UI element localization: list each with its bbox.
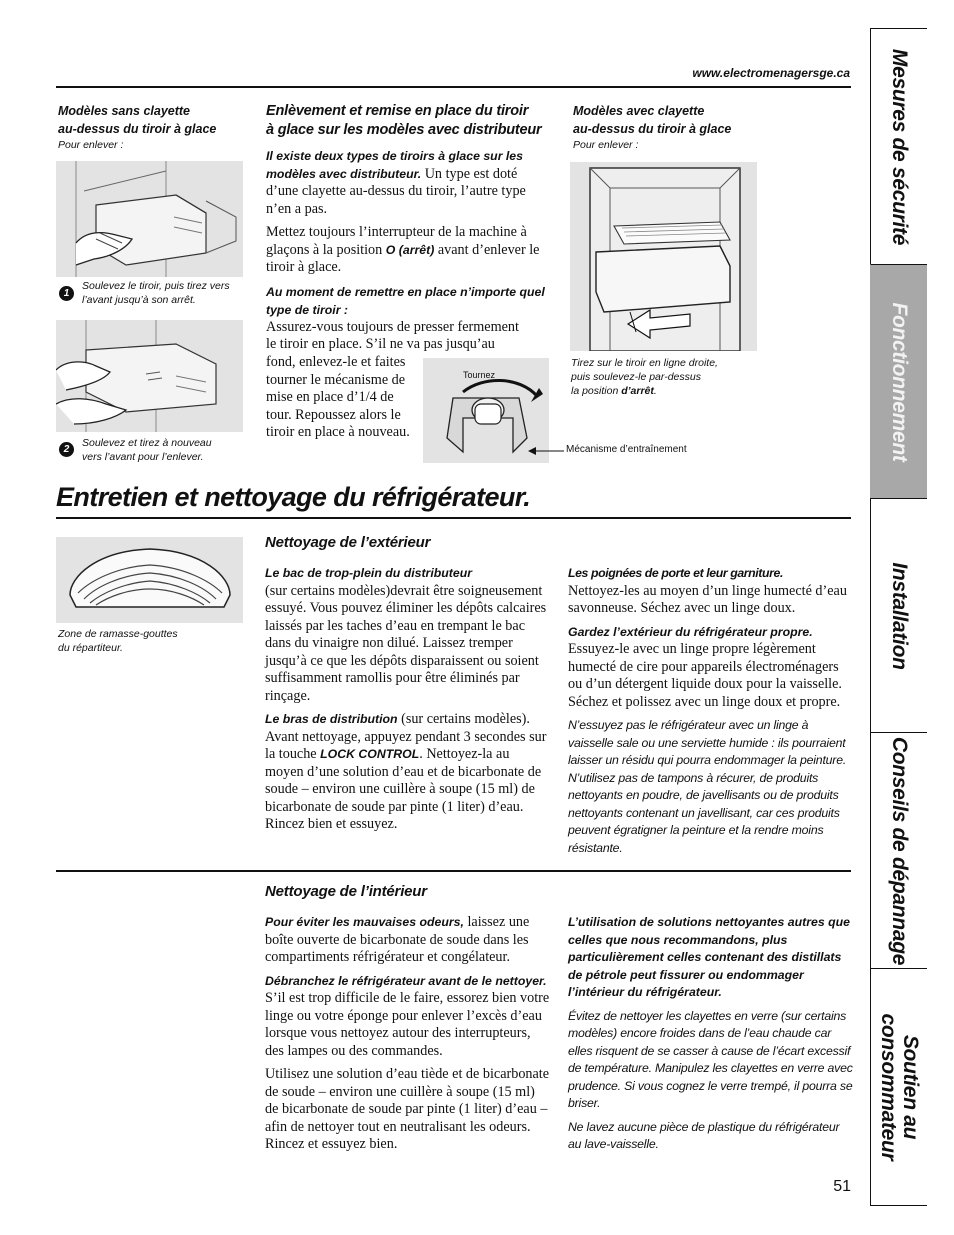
caption-text: la position: [571, 385, 622, 397]
left-heading: [58, 102, 216, 138]
caption-emphasis: d’arrêt: [621, 385, 654, 397]
paragraph-text: S’il est trop difficile de le faire, essorez bien votre linge ou votre éponge pour enlever l’excès d’eau lorsque vous nettoyez autour des interrupteurs, des lampes ou des commandes.: [265, 990, 550, 1059]
heading-line: Modèles sans clayette: [58, 104, 191, 118]
caption-line: Zone de ramasse-gouttes: [58, 628, 178, 640]
exterieur-heading: Gardez l’extérieur du réfrigérateur propre.: [568, 624, 813, 639]
tab-label: Fonctionnement: [888, 302, 911, 462]
tab-fonctionnement[interactable]: [870, 264, 927, 499]
bac-heading: Le bac de trop-plein du distributeur: [265, 566, 473, 580]
exterior-col-right: [568, 565, 853, 857]
drip-tray-caption: [58, 627, 178, 655]
tab-label: Mesures de sécurité: [888, 48, 911, 246]
step-2-caption: [82, 436, 212, 464]
drawer-lift-illustration: [56, 161, 243, 277]
heading-line: à glace sur les modèles avec distributeur: [266, 122, 542, 138]
solutions-warning: L’utilisation de solutions nettoyantes autres que celles que nous recommandons, plus particulièrement celles contenant des distillats de pétrole peut fissurer ou endommager l’intérieur du réfrigérateur.: [568, 915, 850, 999]
middle-p3-heading: Au moment de remettre en place n’importe quel type de tiroir :: [266, 285, 545, 317]
left-subheading: Pour enlever :: [58, 139, 124, 151]
lock-control-label: LOCK CONTROL: [320, 747, 420, 761]
paragraph-text: laissez une boîte ouverte de bicarbonate de soude dans les compartiments réfrigérateur et congélateur.: [265, 914, 530, 965]
right-subheading: Pour enlever :: [573, 139, 639, 151]
drip-tray-illustration: [56, 537, 243, 623]
step-1-caption: [82, 279, 230, 307]
caption-line: puis soulevez-le par-dessus: [571, 371, 701, 383]
emphasis: Débranchez le réfrigérateur avant de le nettoyer.: [265, 973, 547, 988]
debranchez-paragraph: [265, 973, 550, 1061]
heading-line: au-dessus du tiroir à glace: [58, 122, 217, 136]
warning-note: N’essuyez pas le réfrigérateur avec un linge à vaisselle sale ou une serviette humide : ils pourraient laisser un résidu qui pourra endommager la peinture. N’utilisez pas de tampons à récurer, de produits nettoyants en poudre, de javellisants ou de produits nettoyants contenant un javellisant, car ces produits peuvent égratigner la peinture et la rendre moins résistante.: [568, 718, 847, 855]
interior-rule: [56, 870, 851, 872]
pointer-arrow-icon: [528, 446, 564, 456]
section-title: Entretien et nettoyage du réfrigérateur.: [56, 482, 531, 512]
emphasis: Pour éviter les mauvaises odeurs,: [265, 915, 464, 929]
middle-p3-wrap: fond, enlevez-le et faites tourner le mécanisme de mise en place d’1/4 de tour. Repoussez alors le tiroir en place à nouveau.: [266, 354, 410, 440]
paragraph-text: Un type est doté d’une clayette au-dessus du tiroir, l’autre type n’en a pas.: [266, 165, 526, 217]
clayettes-note: Évitez de nettoyer les clayettes en verre (sur certains modèles) encore froides dans de l’eau chaude car elles risquent de se casser à cause de l’écart excessif de température. Manipulez les clayettes en verre avec prudence. Si vous cognez le verre trempé, il pourra se briser.: [568, 1008, 853, 1110]
caption-line: [571, 384, 718, 398]
plastique-note: Ne lavez aucune pièce de plastique du réfrigérateur au lave-vaisselle.: [568, 1119, 840, 1151]
middle-p1: [266, 148, 551, 218]
caption-line: Soulevez le tiroir, puis tirez vers: [82, 280, 230, 292]
middle-p2: [266, 224, 551, 277]
heading-line: au-dessus du tiroir à glace: [573, 122, 732, 136]
paragraph-text: Mettez toujours l’interrupteur de la machine à glaçons à la position: [266, 224, 527, 258]
emphasis: Le bras de distribution: [265, 712, 398, 726]
tab-mesures-de-securite[interactable]: [870, 28, 927, 265]
interior-col-right: [568, 914, 853, 1154]
figure-caption-mecanisme: Mécanisme d’entraînement: [566, 444, 687, 455]
caption-text: .: [653, 385, 657, 397]
drawer-pull-illustration: [570, 162, 757, 351]
caption-line: Tirez sur le tiroir en ligne droite,: [571, 357, 718, 369]
drawer-remove-illustration: [56, 320, 243, 432]
tab-label-line: consommateur: [877, 1013, 900, 1161]
tab-label: Conseils de dépannage: [888, 736, 911, 966]
interior-col-left: [265, 914, 550, 1154]
bac-paragraph: (sur certains modèles)devrait être soigneusement essuyé. Vous pouvez éliminer les dépôts calcaires laissés par les taches d’eau en trempant le bac dans du vinaigre non dilué. Laissez tremper jusqu’à ce que les dépôts disparaissent ou soient suffisamment ramollis pour être éliminés par rinçage.: [265, 582, 547, 704]
paragraph-text: avant d’enlever le tiroir à glace.: [266, 241, 540, 275]
figure-label-tournez: Tournez: [463, 370, 496, 380]
exterieur-paragraph: Essuyez-le avec un linge propre légèrement humecté de cire pour appareils électroménagers ou d’un détergent liquide doux pour la vaisselle. Séchez et polissez avec un linge doux et propre.: [568, 641, 842, 710]
figure-drip-tray: [56, 537, 243, 623]
figure-drawer-lift: [56, 161, 243, 277]
page-number: 51: [833, 1178, 851, 1195]
tab-label-line: Soutien au: [899, 1034, 922, 1140]
step-1-badge: 1: [59, 286, 74, 301]
header-rule: [56, 86, 851, 88]
poignees-paragraph: Nettoyez-les au moyen d’un linge humecté d’eau savonneuse. Séchez avec un linge doux.: [568, 582, 847, 616]
middle-p3-line2: le tiroir en place. S’il ne va pas jusqu’au: [266, 336, 495, 352]
heading-line: Modèles avec clayette: [573, 104, 705, 118]
caption-line: Soulevez et tirez à nouveau: [82, 437, 212, 449]
step-2-badge: 2: [59, 442, 74, 457]
odeurs-paragraph: [265, 914, 550, 967]
tab-label: Installation: [888, 562, 911, 670]
caption-line: vers l’avant pour l’enlever.: [82, 451, 204, 463]
heading-line: Enlèvement et remise en place du tiroir: [266, 103, 529, 119]
bras-paragraph: [265, 711, 550, 834]
solution-paragraph: Utilisez une solution d’eau tiède et de bicarbonate de soude – environ une cuillère à soupe (15 ml) de bicarbonate de soude par pinte (1 liter) d’eau – afin de nettoyer tout en neutralisant les odeurs. Rincez et essuyez bien.: [265, 1066, 550, 1152]
right-caption: [571, 356, 718, 398]
middle-heading: [266, 102, 541, 140]
paragraph-text: (sur certains modèles). Avant nettoyage, appuyez pendant 3 secondes sur la touche: [265, 711, 547, 762]
middle-p3-line1: Assurez-vous toujours de presser fermement: [266, 319, 519, 335]
section-rule: [56, 517, 851, 519]
interior-heading: Nettoyage de l’intérieur: [265, 883, 427, 900]
emphasis: O (arrêt): [385, 242, 435, 257]
tab-conseils-de-depannage[interactable]: [870, 732, 927, 969]
exterior-col-left: [265, 565, 550, 834]
poignees-heading: Les poignées de porte et leur garniture.: [568, 566, 783, 580]
right-heading: [573, 102, 731, 138]
caption-line: l’avant jusqu’à son arrêt.: [82, 294, 196, 306]
emphasis: Il existe deux types de tiroirs à glace sur les modèles avec distributeur.: [266, 149, 523, 181]
header-url[interactable]: www.electromenagersge.ca: [692, 66, 850, 80]
paragraph-text: . Nettoyez-la au moyen d’une solution d’eau et de bicarbonate de soude – environ une cuillère à soupe (15 ml) de bicarbonate de soude par pinte (1 liter) d’eau. Rincez bien et essuyez.: [265, 746, 542, 832]
caption-line: du répartiteur.: [58, 642, 123, 654]
tab-installation[interactable]: [870, 498, 927, 733]
exterior-heading: Nettoyage de l’extérieur: [265, 534, 431, 551]
tab-soutien-au-consommateur[interactable]: [870, 968, 927, 1206]
tab-label: [877, 1014, 921, 1161]
figure-drawer-pull: [570, 162, 757, 351]
figure-drawer-remove: [56, 320, 243, 432]
